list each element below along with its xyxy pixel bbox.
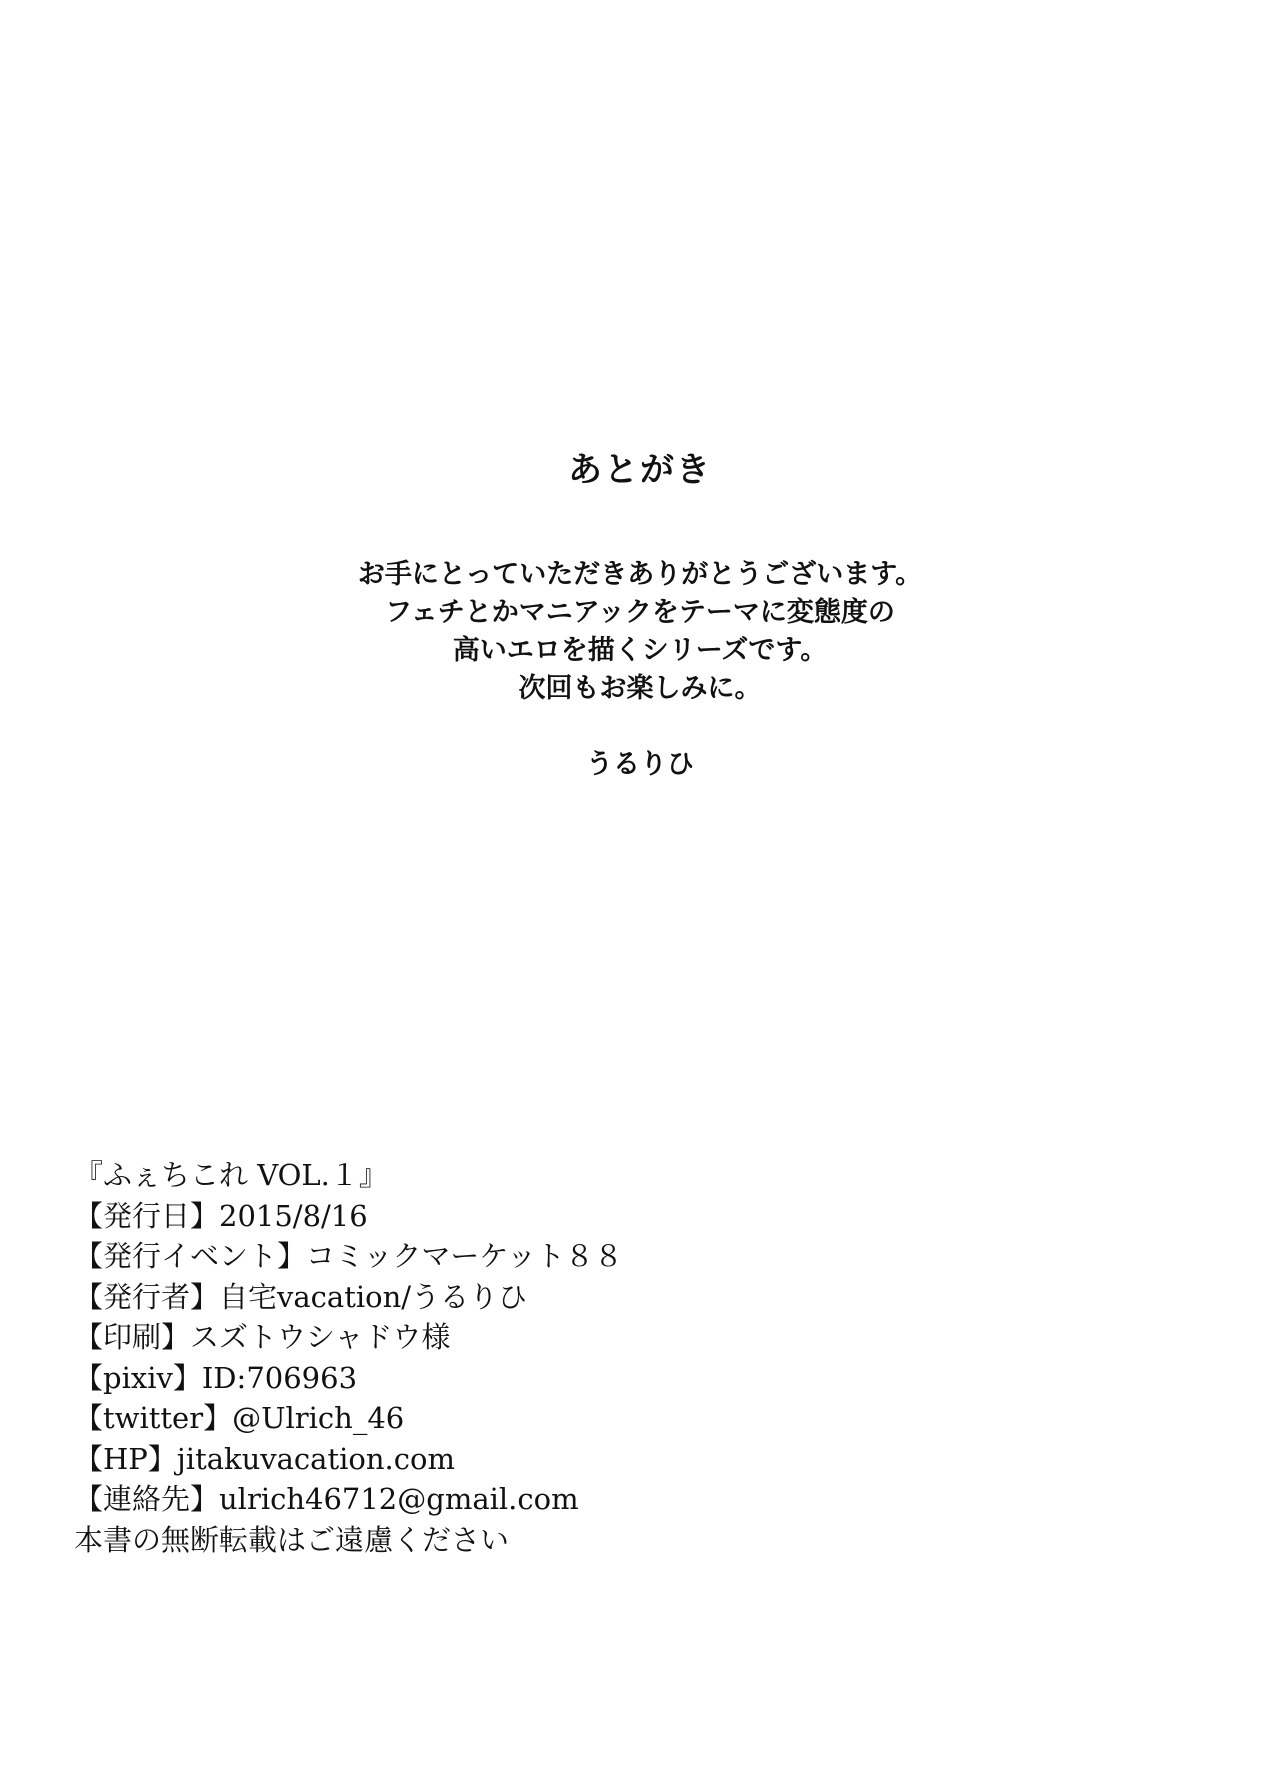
- afterword-section: [0, 448, 1280, 784]
- afterword-line-4: 次回もお楽しみに。: [518, 673, 762, 704]
- colophon-publisher: 【発行者】自宅vacation/うるりひ: [74, 1279, 528, 1314]
- colophon-homepage: 【HP】jitakuvacation.com: [74, 1441, 455, 1476]
- colophon-issue-date: 【発行日】2015/8/16: [74, 1198, 368, 1233]
- colophon-event: 【発行イベント】コミックマーケット８８: [74, 1239, 623, 1273]
- afterword-line-3: 高いエロを描くシリーズです。: [452, 635, 828, 666]
- afterword-line-2: フェチとかマニアックをテーマに変態度の: [385, 597, 895, 628]
- colophon-printer: 【印刷】スズトウシャドウ様: [74, 1320, 451, 1354]
- colophon-pixiv: 【pixiv】ID:706963: [74, 1360, 358, 1395]
- colophon: [74, 1155, 623, 1560]
- colophon-contact: 【連絡先】ulrich46712@gmail.com: [74, 1482, 579, 1516]
- colophon-reprint-notice: 本書の無断転載はご遠慮ください: [74, 1522, 510, 1557]
- afterword-message: [0, 556, 1280, 708]
- afterword-line-1: お手にとっていただきありがとうございます。: [357, 559, 923, 590]
- afterword-title: あとがき: [568, 450, 712, 490]
- afterword-author: うるりひ: [586, 749, 694, 780]
- colophon-twitter: 【twitter】@Ulrich_46: [74, 1401, 405, 1435]
- colophon-book-title: 『ふぇちこれ VOL.１』: [74, 1158, 388, 1192]
